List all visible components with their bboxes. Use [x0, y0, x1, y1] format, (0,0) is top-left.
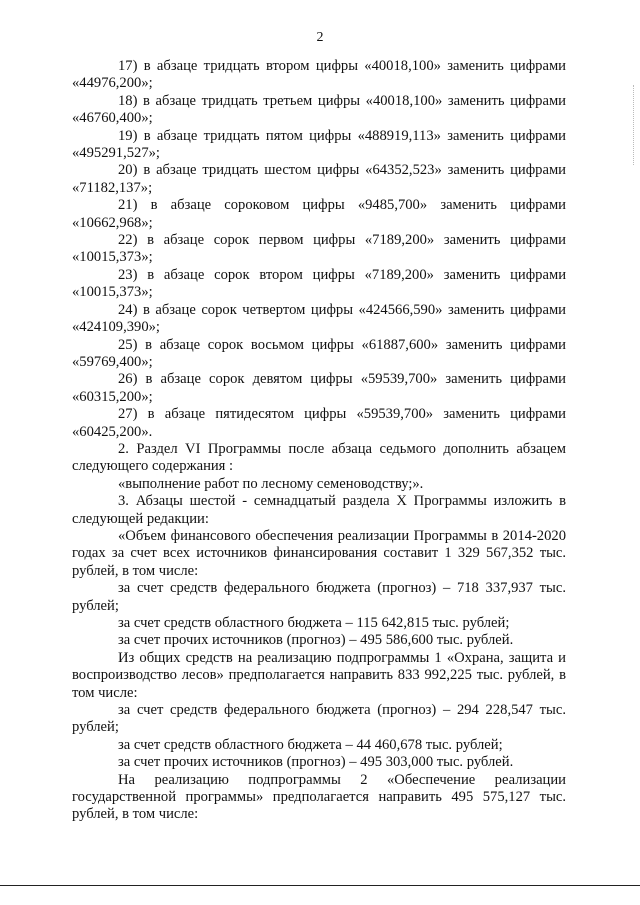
paragraph: 25) в абзаце сорок восьмом цифры «61887,600» заменить цифрами «59769,400»;: [72, 336, 566, 370]
paragraph: «выполнение работ по лесному семеноводству;».: [118, 475, 424, 492]
paragraph: Из общих средств на реализацию подпрограммы 1 «Охрана, защита и воспроизводство лесов» предполагается направить 833 992,225 тыс. рублей, в том числе:: [72, 649, 566, 701]
paragraph: за счет прочих источников (прогноз) – 495 303,000 тыс. рублей.: [118, 754, 514, 771]
margin-marks: [631, 85, 634, 165]
paragraph: за счет средств областного бюджета – 115 642,815 тыс. рублей;: [118, 615, 510, 631]
paragraph: 19) в абзаце тридцать пятом цифры «488919,113» заменить цифрами «495291,527»;: [72, 127, 566, 162]
paragraph: 24) в абзаце сорок четвертом цифры «424566,590» заменить цифрами «424109,390»;: [72, 301, 566, 336]
paragraph: На реализацию подпрограммы 2 «Обеспечение реализации государственной программы» предполагается направить 495 575,127 тыс. рублей, в том числе:: [72, 771, 566, 823]
document-body: [72, 58, 566, 824]
paragraph: за счет прочих источников (прогноз) – 495 586,600 тыс. рублей.: [118, 632, 514, 649]
paragraph: 3. Абзацы шестой - семнадцатый раздела X Программы изложить в следующей редакции:: [72, 493, 566, 527]
paragraph: 20) в абзаце тридцать шестом цифры «64352,523» заменить цифрами «71182,137»;: [72, 162, 566, 196]
bottom-rule: [0, 885, 640, 886]
paragraph: 2. Раздел VI Программы после абзаца седьмого дополнить абзацем следующего содержания :: [72, 440, 566, 475]
paragraph: 21) в абзаце сороковом цифры «9485,700» заменить цифрами «10662,968»;: [72, 197, 566, 231]
page-number: 2: [316, 30, 324, 45]
paragraph: 26) в абзаце сорок девятом цифры «59539,700» заменить цифрами «60315,200»;: [72, 371, 566, 405]
paragraph: за счет средств федерального бюджета (прогноз) – 294 228,547 тыс. рублей;: [72, 702, 566, 736]
paragraph: за счет средств областного бюджета – 44 460,678 тыс. рублей;: [118, 736, 503, 753]
paragraph: 17) в абзаце тридцать втором цифры «40018,100» заменить цифрами «44976,200»;: [72, 58, 566, 92]
paragraph: 23) в абзаце сорок втором цифры «7189,200» заменить цифрами «10015,373»;: [72, 266, 566, 301]
paragraph: 27) в абзаце пятидесятом цифры «59539,700» заменить цифрами «60425,200».: [72, 406, 566, 440]
paragraph: 18) в абзаце тридцать третьем цифры «40018,100» заменить цифрами «46760,400»;: [72, 92, 566, 127]
paragraph: 22) в абзаце сорок первом цифры «7189,200» заменить цифрами «10015,373»;: [72, 232, 566, 266]
paragraph: за счет средств федерального бюджета (прогноз) – 718 337,937 тыс. рублей;: [72, 580, 566, 614]
paragraph: «Объем финансового обеспечения реализации Программы в 2014-2020 годах за счет всех источников финансирования составит 1 329 567,352 тыс. рублей, в том числе:: [72, 527, 566, 579]
